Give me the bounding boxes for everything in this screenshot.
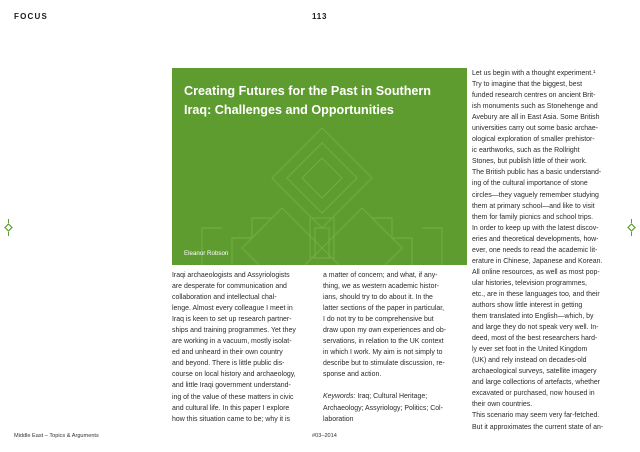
abstract-text-line: Iraq is keen to set up research partner- [172, 316, 292, 324]
keywords-line [323, 391, 467, 402]
body-text-line: erature in Chinese, Japanese and Korean. [472, 257, 603, 265]
margin-diamond-icon [4, 219, 13, 236]
abstract-column-2 [323, 270, 467, 425]
abstract-text-line: and little Iraqi government understand- [172, 382, 291, 390]
body-text-line: (UK) and rely instead on decades-old [472, 357, 587, 365]
abstract-text-line: describe but to stimulate discussion, re- [323, 360, 445, 368]
abstract-text-line: and cultural life. In this paper I explore [172, 404, 290, 412]
body-text-line: But it approximates the current state of an- [472, 423, 604, 431]
article-author: Eleanor Robson [184, 250, 229, 257]
abstract-text-line: I do not try to be comprehensive but [323, 316, 434, 324]
body-text-line: eries and theoretical developments, how- [472, 235, 599, 243]
body-text-line: ic earthworks, such as the Rollright [472, 147, 580, 155]
abstract-text-line: course on local history and archaeology, [172, 371, 296, 379]
abstract-text-line: a matter of concern; and what, if any- [323, 272, 438, 279]
article-title: Creating Futures for the Past in Southern Iraq: Challenges and Opportunities [184, 84, 431, 117]
abstract-text-line: in which I work. My aim is not simply to [323, 349, 443, 357]
abstract-text-line: servations, in relation to the UK context [323, 338, 444, 346]
body-text-line: All online resources, as well as most pop- [472, 268, 600, 276]
abstract-text-line: and beyond. There is little public dis- [172, 360, 285, 368]
footer-issue: #03–2014 [312, 433, 337, 439]
body-text-line: ing of the cultural importance of stone [472, 180, 588, 188]
body-text-line: universities carry out some basic archae- [472, 125, 599, 133]
keywords-label: Keywords: [323, 393, 356, 401]
article-hero [172, 68, 467, 265]
body-text-line: their own countries. [472, 401, 533, 409]
body-text-line: ological exploration of smaller prehistor- [472, 136, 595, 144]
abstract-text-line: collaboration and intellectual chal- [172, 294, 277, 302]
keywords-text-1: Iraq; Cultural Heritage; [357, 393, 428, 401]
body-text-line: them translated into English—which, by [472, 313, 594, 321]
abstract-text-line: are working in a vacuum, mostly isolat- [172, 338, 292, 346]
abstract-text-line: latter sections of the paper in particular, [323, 305, 445, 313]
body-text-line: ever, one needs to read the academic lit- [472, 246, 598, 254]
body-text-line: ular histories, television programmes, [472, 279, 587, 287]
body-text-line: Avebury are all in East Asia. Some British [472, 114, 600, 122]
body-text-line: them for family picnics and school trips. [472, 213, 594, 221]
body-text-line: ish monuments such as Stonehenge and [472, 103, 598, 111]
body-text-line: authors show little interest in getting [472, 301, 583, 309]
margin-diamond-icon [627, 219, 636, 236]
body-text-line: The British public has a basic understand- [472, 169, 602, 177]
abstract-text-line: draw upon my own experiences and ob- [323, 327, 447, 335]
body-text-line: Stones, but publish little of their work. [472, 158, 587, 166]
body-text-line: ly ever set foot in the United Kingdom [472, 346, 588, 354]
body-text-line: them at primary school—and like to visit [472, 202, 595, 210]
abstract-text-line: how this situation came to be; why it is [172, 415, 290, 423]
abstract-text-line: ships and training programmes. Yet they [172, 327, 296, 335]
body-text-line: archaeological surveys, satellite imagery [472, 368, 597, 376]
abstract-column-1 [172, 270, 314, 425]
body-text-line: funded research centres on ancient Brit- [472, 92, 596, 100]
page-number: 113 [312, 12, 328, 21]
body-column [472, 68, 612, 433]
footer-publication: Middle East – Topics & Arguments [14, 433, 99, 439]
body-text-line: Let us begin with a thought experiment.¹ [472, 70, 596, 77]
abstract-text-line: Iraqi archaeologists and Assyriologists [172, 272, 290, 279]
keywords-text-2: Archaeology; Assyriology; Politics; Col- [323, 404, 443, 412]
abstract-text-line: ed and unheard in their own country [172, 349, 283, 357]
section-label: FOCUS [14, 12, 48, 21]
abstract-text-line: ians, should try to do about it. In the [323, 294, 433, 302]
body-text-line: circles—they vaguely remember studying [472, 191, 599, 199]
abstract-text-line: ing of the value of these matters in civic [172, 393, 294, 401]
abstract-text-line: lenge. Almost every colleague I meet in [172, 305, 293, 313]
body-text-line: Try to imagine that the biggest, best [472, 81, 583, 89]
body-text-line: deed, most of the best researchers hard- [472, 335, 598, 343]
keywords-text-3: laboration [323, 415, 354, 423]
abstract-text-line: thing, we as western academic histor- [323, 283, 440, 291]
body-text-line: and large collections of artefacts, whether [472, 379, 601, 387]
abstract-text-line: sponse and action. [323, 371, 382, 379]
body-text-line: and large they do not speak very well. In- [472, 324, 599, 332]
body-text-line: In order to keep up with the latest discov- [472, 224, 599, 232]
body-text-line: etc., are in these languages too, and their [472, 290, 600, 298]
body-text-line: This scenario may seem very far-fetched. [472, 412, 600, 420]
abstract-text-line: are desperate for communication and [172, 283, 287, 291]
body-text-line: excavated or purchased, now housed in [472, 390, 595, 398]
